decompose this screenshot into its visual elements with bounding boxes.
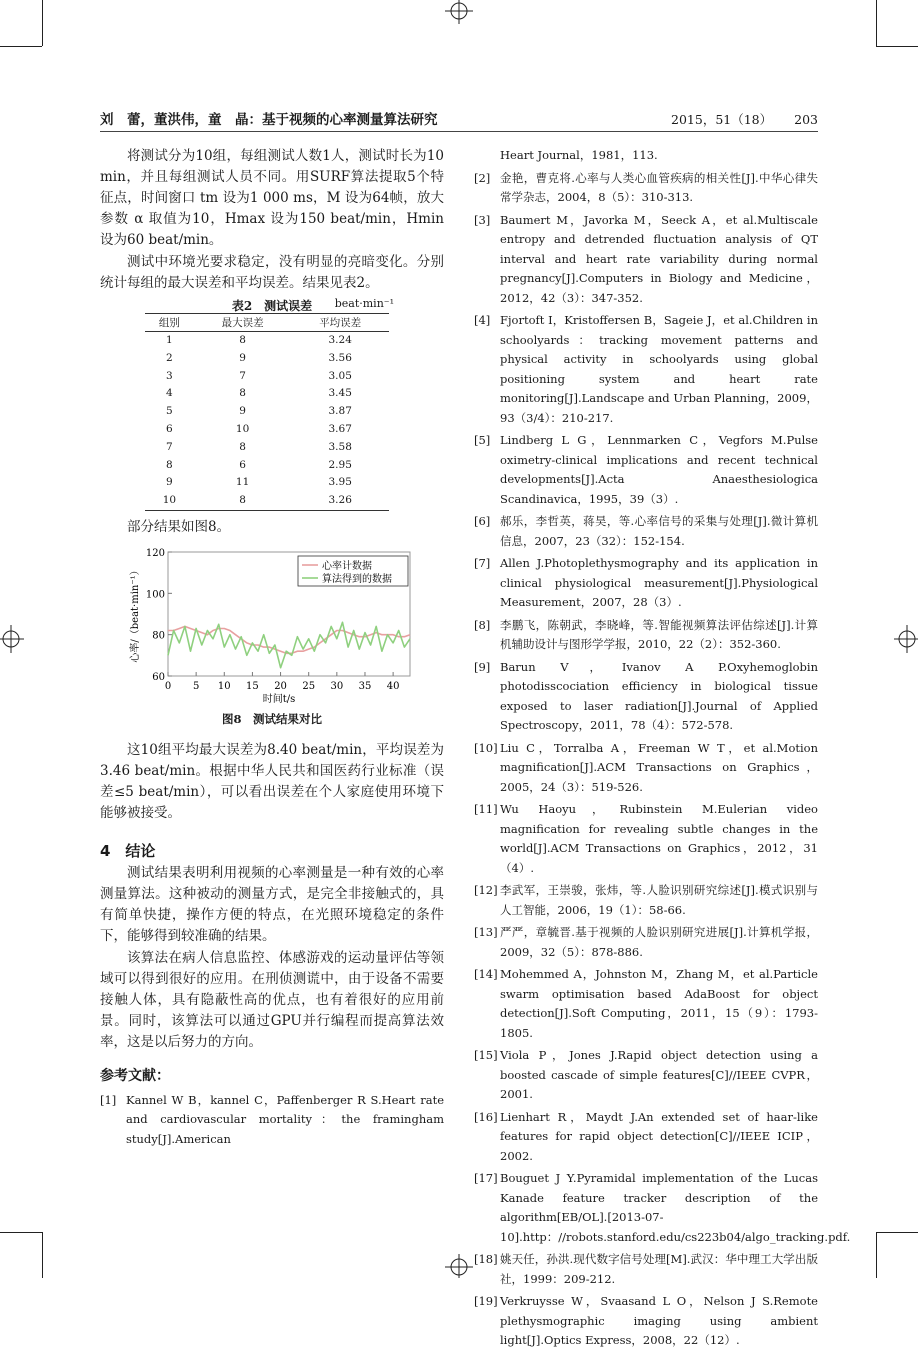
x-tick-label: 10 [217, 680, 231, 692]
table-header: 平均误差 [291, 314, 389, 332]
crop-mark [876, 1232, 877, 1278]
paragraph-environment: 测试中环境光要求稳定，没有明显的亮暗变化。分别统计每组的最大误差和平均误差。结果见表2。 [100, 254, 444, 291]
section-heading-conclusion: 4 结论 [100, 841, 156, 860]
table-cell: 6 [166, 422, 173, 435]
reference-number: [2] [474, 170, 491, 185]
reference-item [474, 512, 818, 551]
reference-list [474, 169, 851, 1351]
x-tick-label: 40 [386, 680, 400, 692]
reference-text: Kannel W B，kannel C，Paffenberger R S.Heart rate and cardiovascular mortality：the framingham study[J].American [126, 1092, 444, 1146]
figure-8 [100, 544, 444, 732]
reference-item [474, 1292, 818, 1351]
table-row [145, 403, 389, 421]
reference-item [474, 1046, 818, 1105]
reference-text: 李鹏飞，陈朝武，李晓峰，等.智能视频算法评估综述[J].计算机辅助设计与图形学学报，2010，22（2）：352-360. [500, 617, 818, 651]
reference-number: [12] [474, 883, 498, 897]
reference-number: [10] [474, 740, 498, 755]
heart-rate-chart [100, 544, 444, 714]
reference-item [474, 800, 818, 878]
table-row [145, 457, 389, 475]
left-column [100, 146, 444, 1152]
table-cell: 8 [239, 334, 246, 346]
journal-issue: 2015，51（18） [671, 112, 773, 127]
table-title [100, 297, 444, 313]
reference-number: [4] [474, 313, 491, 327]
reference-text: Heart Journal，1981，113. [500, 148, 658, 162]
y-tick-label: 80 [152, 630, 165, 642]
reference-text: Lienhart R，Maydt J.An extended set of haar-like features for rapid object detection[C]//IEEE ICIP，2002. [500, 1109, 818, 1163]
reference-item [474, 881, 818, 920]
reference-item [474, 1250, 818, 1289]
x-tick-label: 35 [358, 680, 372, 692]
table-row [145, 385, 389, 403]
table-cell: 2.95 [328, 458, 352, 471]
reference-item [474, 554, 818, 613]
reference-number: [16] [474, 1109, 498, 1124]
table-cell: 3.26 [291, 492, 389, 510]
table-row [145, 439, 389, 457]
crop-mark [42, 1232, 43, 1278]
table-cell: 3.67 [328, 422, 352, 435]
table-row [145, 332, 389, 350]
table-cell: 9 [239, 405, 246, 418]
registration-mark-left [0, 623, 24, 655]
table-header: 最大误差 [194, 314, 292, 332]
table-cell: 8 [166, 458, 173, 471]
reference-item [474, 431, 818, 509]
reference-number: [19] [474, 1294, 498, 1308]
table-cell: 3.05 [328, 369, 352, 382]
crop-mark [0, 1232, 42, 1233]
paragraph-test-setup: 将测试分为10组，每组测试人数1人，测试时长为10 min，并且每组测试人员不同。用SURF算法提取5个特征点，时间窗口 tm 设为1 000 ms，M 设为64帧，放大参数 α 取值为10，Hmax 设为150 beat/min，Hmin 设为60 beat/min。 [100, 148, 444, 248]
reference-number: [17] [474, 1171, 498, 1185]
right-column [474, 146, 851, 1354]
table-cell: 3.24 [328, 334, 352, 346]
reference-number: [5] [474, 433, 491, 447]
table-cell: 8 [239, 387, 246, 400]
reference-number: [18] [474, 1252, 498, 1266]
x-tick-label: 0 [164, 680, 172, 692]
reference-text: 金艳，曹克将.心率与人类心血管疾病的相关性[J].中华心律失常学杂志，2004，8（5）：310-313. [500, 170, 818, 204]
table-header-row [145, 314, 389, 332]
table-unit: beat·min⁻¹ [334, 297, 394, 310]
reference-text: Verkruysse W，Svaasand L O，Nelson J S.Remote plethysmographic imaging using ambient light[J].Optics Express，2008，22（12）. [500, 1294, 818, 1347]
y-tick-label: 120 [145, 547, 165, 559]
reference-text: Liu C，Torralba A，Freeman W T，et al.Motion magnification[J].ACM Transactions on Graphics，2005，24（3）：519-526. [500, 740, 818, 794]
reference-number: [3] [474, 212, 491, 227]
page-number: 203 [794, 112, 818, 127]
reference-text: 姚天任，孙洪.现代数字信号处理[M].武汉：华中理工大学出版社，1999：209-212. [500, 1252, 818, 1286]
header-rule [100, 131, 818, 132]
crop-mark [876, 0, 877, 46]
table-cell: 5 [166, 405, 173, 418]
reference-text: Allen J.Photoplethysmography and its application in clinical physiological measurement[J].Physiological Measurement，2007，28（3）. [500, 556, 818, 609]
reference-text: 李武军，王崇骏，张炜，等.人脸识别研究综述[J].模式识别与人工智能，2006，19（1）：58-66. [500, 883, 818, 917]
reference-number: [11] [474, 802, 498, 816]
legend-label: 心率计数据 [322, 560, 372, 572]
table-row [145, 350, 389, 368]
reference-item [474, 211, 818, 309]
registration-mark-right [894, 623, 918, 655]
reference-text: Lindberg L G，Lennmarken C，Vegfors M.Pulse oximetry-clinical implications and recent technical developments[J].Acta Anaesthesiologica Scandinavica，1995，39（3）. [500, 433, 818, 506]
table-cell: 3.58 [328, 440, 352, 453]
table-row [145, 421, 389, 439]
reference-text: Viola P，Jones J.Rapid object detection using a boosted cascade of simple features[C]//IEEE CVPR，2001. [500, 1048, 818, 1101]
reference-number: [9] [474, 659, 491, 674]
reference-number: [7] [474, 556, 491, 570]
reference-number: [14] [474, 967, 498, 981]
reference-text: Fjortoft I，Kristoffersen B，Sageie J，et al.Children in schoolyards：tracking movement patterns and physical activity in schoolyards using global positioning system and heart rate monitoring[J].Landscape and Urban Planning，2009，93（3/4）：210-217. [500, 313, 818, 425]
table-cell: 4 [166, 387, 173, 400]
legend-label: 算法得到的数据 [322, 573, 392, 585]
table-caption: 表2 测试误差 [231, 299, 313, 313]
running-header-journal [649, 110, 818, 128]
x-tick-label: 15 [246, 680, 259, 692]
table-cell: 1 [166, 334, 173, 346]
x-tick-label: 20 [274, 680, 287, 692]
table-cell: 8 [194, 492, 292, 510]
table-cell: 7 [166, 440, 173, 453]
table-row [145, 492, 389, 510]
table-cell: 8 [239, 440, 246, 453]
crop-mark [42, 0, 43, 46]
reference-text: Barun V，Ivanov A P.Oxyhemoglobin photodisscociation efficiency in biological tissue exposed to laser radiation[J].Journal of Applied Spectroscopy，2011，78（4）：572-578. [500, 659, 818, 732]
y-tick-label: 100 [145, 589, 165, 601]
y-tick-label: 60 [152, 671, 165, 683]
table-cell: 3.95 [328, 476, 352, 489]
reference-list-left [100, 1091, 444, 1150]
paragraph-conclusion-1: 测试结果表明利用视频的心率测量是一种有效的心率测量算法。这种被动的测量方式，是完全非接触式的，具有简单快捷，操作方便的特点，在光照环境稳定的条件下，能够得到较准确的结果。 [100, 864, 444, 944]
x-axis-label: 时间t/s [262, 693, 296, 705]
table-cell: 10 [235, 422, 250, 435]
running-header-authors-title: 刘 蕾，董洪伟，童 晶：基于视频的心率测量算法研究 [100, 112, 438, 128]
error-table [145, 313, 389, 511]
table-cell: 6 [239, 458, 246, 471]
reference-number: [13] [474, 925, 498, 939]
references-heading: 参考文献： [100, 1067, 170, 1084]
crop-mark [876, 1232, 918, 1233]
table-cell: 2 [166, 351, 173, 364]
table-cell: 9 [239, 351, 246, 364]
crop-mark [0, 46, 42, 47]
table-cell: 3 [166, 369, 173, 382]
figure-caption: 图8 测试结果对比 [221, 711, 322, 726]
registration-mark-bottom [443, 1254, 475, 1278]
reference-number: [6] [474, 514, 491, 528]
table-cell: 9 [166, 476, 173, 489]
table-cell: 3.45 [328, 387, 352, 400]
x-tick-label: 30 [330, 680, 344, 692]
reference-item [474, 923, 818, 962]
reference-item [474, 658, 818, 736]
reference-text: 严严，章毓晋.基于视频的人脸识别研究进展[J].计算机学报，2009，32（5）：878-886. [500, 925, 818, 959]
reference-list-right [474, 146, 818, 166]
table-row [145, 474, 389, 492]
x-tick-label: 5 [192, 680, 200, 692]
x-tick-label: 25 [302, 680, 316, 692]
reference-item [474, 965, 818, 1043]
reference-item [474, 169, 818, 208]
paragraph-error-summary: 这10组平均最大误差为8.40 beat/min，平均误差为3.46 beat/min。根据中华人民共和国医药行业标准（误差≤5 beat/min），可以看出误差在个人家庭使用环境下能够被接受。 [100, 741, 444, 821]
table-row [145, 368, 389, 386]
reference-item [474, 146, 818, 166]
paragraph-conclusion-2: 该算法在病人信息监控、体感游戏的运动量评估等领域可以得到很好的应用。在刑侦测谎中，由于设备不需要接触人体，具有隐蔽性高的优点，也有着很好的应用前景。同时，该算法可以通过GPU并行编程而提高算法效率，这是以后努力的方向。 [100, 949, 444, 1050]
reference-number: [15] [474, 1048, 498, 1062]
reference-number: [8] [474, 617, 491, 632]
y-axis-label: 心率/（beat·min⁻¹） [130, 565, 141, 663]
table-header: 组别 [145, 314, 194, 332]
registration-mark-top [443, 0, 475, 24]
crop-mark [876, 46, 918, 47]
table-cell: 10 [145, 492, 194, 510]
table-cell: 3.87 [328, 405, 352, 418]
reference-item [474, 1169, 851, 1247]
reference-item [474, 1108, 818, 1167]
table-cell: 7 [239, 369, 246, 382]
table-cell: 3.56 [328, 351, 352, 364]
paragraph-figure-ref: 部分结果如图8。 [127, 518, 231, 535]
reference-text: Mohemmed A，Johnston M，Zhang M，et al.Particle swarm optimisation based AdaBoost for object detection[J].Soft Computing，2011，15（9）：1793-1805. [500, 967, 818, 1040]
table-cell: 11 [235, 476, 250, 489]
reference-text: Bouguet J Y.Pyramidal implementation of the Lucas Kanade feature tracker description of the algorithm[EB/OL].[2013-07-10].http：//robots.stanford.edu/cs223b04/algo_tracking.pdf. [500, 1171, 851, 1244]
reference-item [474, 311, 818, 428]
reference-item [474, 616, 818, 655]
reference-text: 郝乐，李哲英，蒋昊，等.心率信号的采集与处理[J].微计算机信息，2007，23（32）：152-154. [500, 514, 818, 548]
reference-item: [1] Kannel W B，kannel C，Paffenberger R S.Heart rate and cardiovascular mortality：the framingham study[J].American [100, 1092, 444, 1146]
reference-item [474, 739, 818, 798]
reference-text: Baumert M，Javorka M，Seeck A，et al.Multiscale entropy and detrended fluctuation analysis of QT interval and heart rate variability during normal pregnancy[J].Computers in Biology and Medicine，2012，42（3）：347-352. [500, 212, 818, 305]
reference-text: Wu Haoyu，Rubinstein M.Eulerian video magnification for revealing subtle changes in the world[J].ACM Transactions on Graphics，2012，31（4）. [500, 802, 818, 875]
